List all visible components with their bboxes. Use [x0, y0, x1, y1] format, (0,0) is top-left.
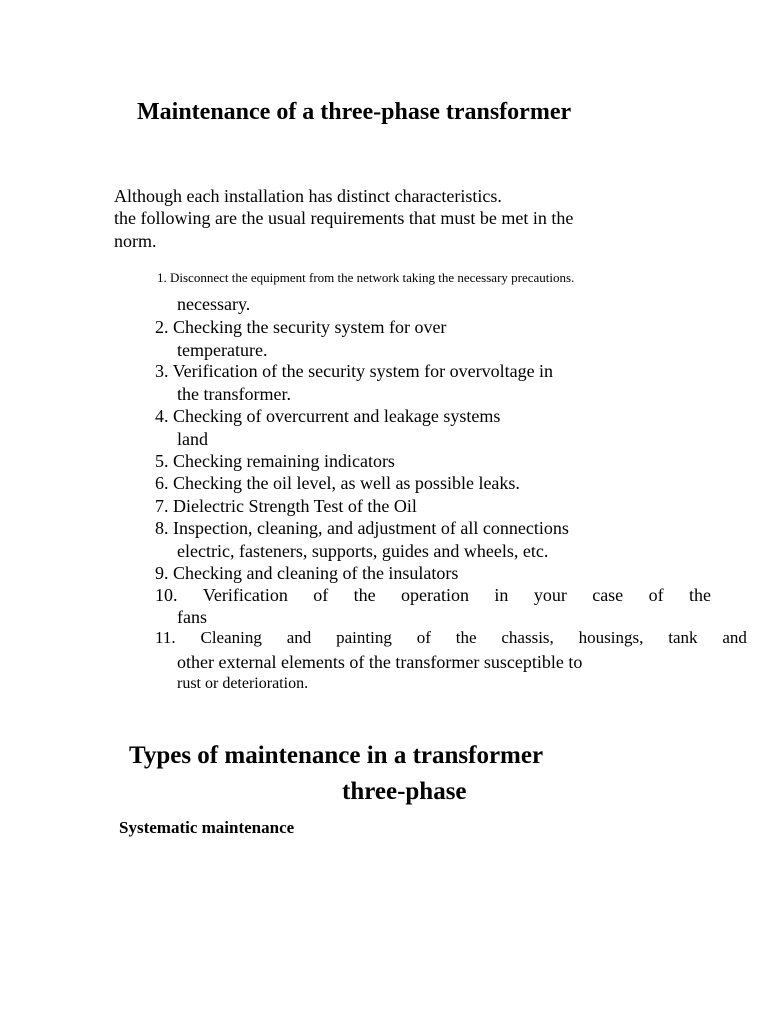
word: case [592, 585, 624, 605]
list-item-5: 5. Checking remaining indicators [155, 451, 395, 471]
word: the [353, 585, 376, 605]
list-item-8-line-2: electric, fasteners, supports, guides and wheels, etc. [177, 541, 549, 561]
word: 10. [155, 585, 178, 605]
section-heading-line-1: Types of maintenance in a transformer [129, 742, 544, 769]
list-item-11-line-1 [155, 628, 747, 648]
word: of [313, 585, 329, 605]
word: painting [336, 628, 392, 647]
list-item-1-line-1: 1. Disconnect the equipment from the network taking the necessary precautions. [157, 270, 575, 285]
intro-line-2: the following are the usual requirements that must be met in the [114, 208, 574, 228]
intro-line-3: norm. [114, 231, 157, 251]
word: Cleaning [200, 628, 262, 647]
list-item-11-line-3: rust or deterioration. [177, 675, 309, 692]
section-heading-line-2: three-phase [342, 778, 467, 805]
word: 11. [155, 628, 176, 647]
list-item-7: 7. Dielectric Strength Test of the Oil [155, 496, 417, 516]
subheading: Systematic maintenance [119, 818, 295, 837]
list-item-3-line-2: the transformer. [177, 384, 291, 404]
word: tank [668, 628, 698, 647]
list-item-10-line-1 [155, 585, 711, 606]
list-item-1-line-2: necessary. [177, 294, 251, 314]
list-item-9: 9. Checking and cleaning of the insulators [155, 563, 459, 583]
word: Verification [202, 585, 288, 605]
word: the [455, 628, 477, 647]
word: of [648, 585, 664, 605]
list-item-4-line-2: land [177, 429, 208, 449]
word: and [722, 628, 747, 647]
word: the [688, 585, 711, 605]
intro-line-1: Although each installation has distinct characteristics. [114, 186, 502, 206]
word: of [416, 628, 431, 647]
list-item-10-line-2: fans [177, 607, 207, 627]
word: your [533, 585, 567, 605]
list-item-2-line-1: 2. Checking the security system for over [155, 317, 447, 337]
list-item-11-line-2: other external elements of the transformer susceptible to [177, 652, 583, 672]
list-item-4-line-1: 4. Checking of overcurrent and leakage systems [155, 406, 501, 426]
word: housings, [578, 628, 644, 647]
word: chassis, [501, 628, 554, 647]
word: operation [401, 585, 470, 605]
list-item-3-line-1: 3. Verification of the security system for overvoltage in [155, 361, 554, 381]
list-item-8-line-1: 8. Inspection, cleaning, and adjustment of all connections [155, 518, 569, 538]
list-item-2-line-2: temperature. [177, 340, 268, 360]
word: in [494, 585, 509, 605]
list-item-6: 6. Checking the oil level, as well as possible leaks. [155, 473, 520, 493]
word: and [286, 628, 312, 647]
page-title: Maintenance of a three-phase transformer [137, 99, 572, 125]
